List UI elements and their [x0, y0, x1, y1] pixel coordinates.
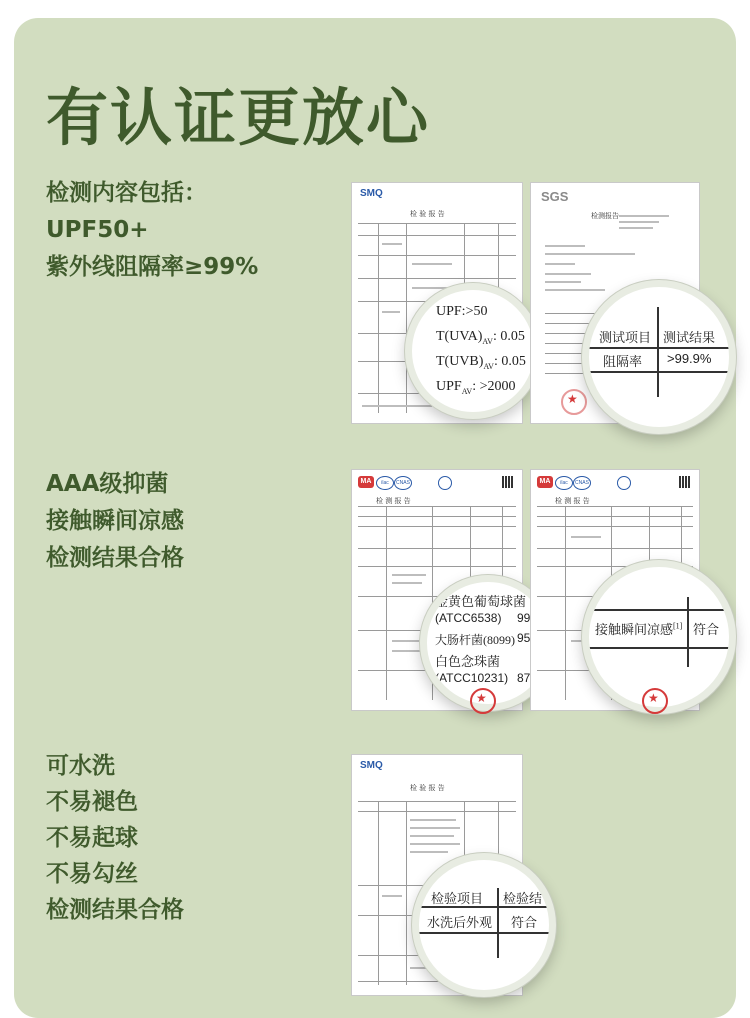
feature-list-uv: [46, 175, 258, 286]
mag-sgs-label: 阻隔率: [603, 354, 643, 369]
mag-wash-label: 水洗后外观: [427, 915, 493, 930]
qr-code: [679, 476, 691, 488]
institute-logo: [617, 476, 631, 490]
mag-ab-line: (ATCC6538): [435, 611, 502, 625]
page-title: 有认证更放心: [46, 81, 431, 154]
feature-line: AAA级抑菌: [46, 471, 169, 497]
smq-logo: SMQ: [360, 760, 383, 771]
feature-line: 接触瞬间凉感: [46, 508, 184, 534]
feature-line: 不易起球: [46, 825, 138, 851]
ilac-logo: ilac: [376, 476, 394, 490]
mag-sgs-col2: 测试结果: [663, 330, 716, 345]
ma-logo: MA: [358, 476, 374, 488]
mag-ab-value: 95: [517, 631, 531, 645]
ilac-logo: ilac: [555, 476, 573, 490]
mag-upf-row: UPF:>50: [436, 304, 488, 319]
seal-stamp: [642, 688, 668, 714]
mag-sgs-value: >99.9%: [667, 351, 712, 366]
mag-ab-line: 白色念珠菌: [435, 654, 501, 669]
mag-sgs-col1: 测试项目: [599, 330, 652, 345]
report-heading: 检 验 报 告: [410, 210, 445, 218]
seal-stamp: [470, 688, 496, 714]
feature-list-antibacterial: [46, 466, 184, 577]
mag-cool-label: 接触瞬间凉感[1]: [595, 621, 683, 637]
feature-line: 检测内容包括：: [46, 180, 207, 206]
mag-ab-value: 99: [517, 611, 531, 625]
mag-uva-row: $T(UVA)_{AV}$: 0.05: [436, 329, 525, 346]
mag-wash-col2: 检验结: [503, 891, 543, 906]
feature-line: 可水洗: [46, 753, 115, 779]
report-heading: 检 测 报 告: [555, 497, 590, 505]
feature-line: UPF50+: [46, 217, 149, 243]
sgs-logo: SGS: [541, 189, 569, 204]
mag-upfav-row: $UPF_{AV}$: >2000: [436, 379, 516, 396]
mag-ab-line: (ATCC10231): [435, 671, 509, 685]
mag-ab-line: 大肠杆菌(8099): [435, 633, 515, 647]
mag-wash-value: 符合: [511, 915, 538, 930]
feature-line: 不易褪色: [46, 789, 138, 815]
feature-line: 检测结果合格: [46, 545, 184, 571]
magnifier-sgs: [582, 280, 736, 434]
mag-ab-value: 87: [517, 671, 531, 685]
cnas-logo: CNAS: [394, 476, 412, 490]
mag-cool-value: 符合: [693, 622, 720, 637]
ma-logo: MA: [537, 476, 553, 488]
magnifier-wash: [412, 853, 556, 997]
magnifier-upf: [405, 283, 541, 419]
feature-line: 检测结果合格: [46, 897, 184, 923]
institute-logo: [438, 476, 452, 490]
smq-logo: SMQ: [360, 188, 383, 199]
report-heading: 检 验 报 告: [410, 784, 445, 792]
mag-ab-line: 金黄色葡萄球菌: [435, 594, 527, 609]
mag-wash-col1: 检验项目: [431, 891, 484, 906]
mag-uvb-row: $T(UVB)_{AV}$: 0.05: [436, 354, 526, 371]
cnas-logo: CNAS: [573, 476, 591, 490]
qr-code: [502, 476, 514, 488]
feature-line: 不易勾丝: [46, 861, 138, 887]
feature-line: 紫外线阻隔率≥99%: [46, 254, 259, 280]
report-heading: 检 测 报 告: [376, 497, 411, 505]
feature-list-washable: [46, 748, 184, 928]
report-heading: 检测报告: [591, 212, 619, 220]
